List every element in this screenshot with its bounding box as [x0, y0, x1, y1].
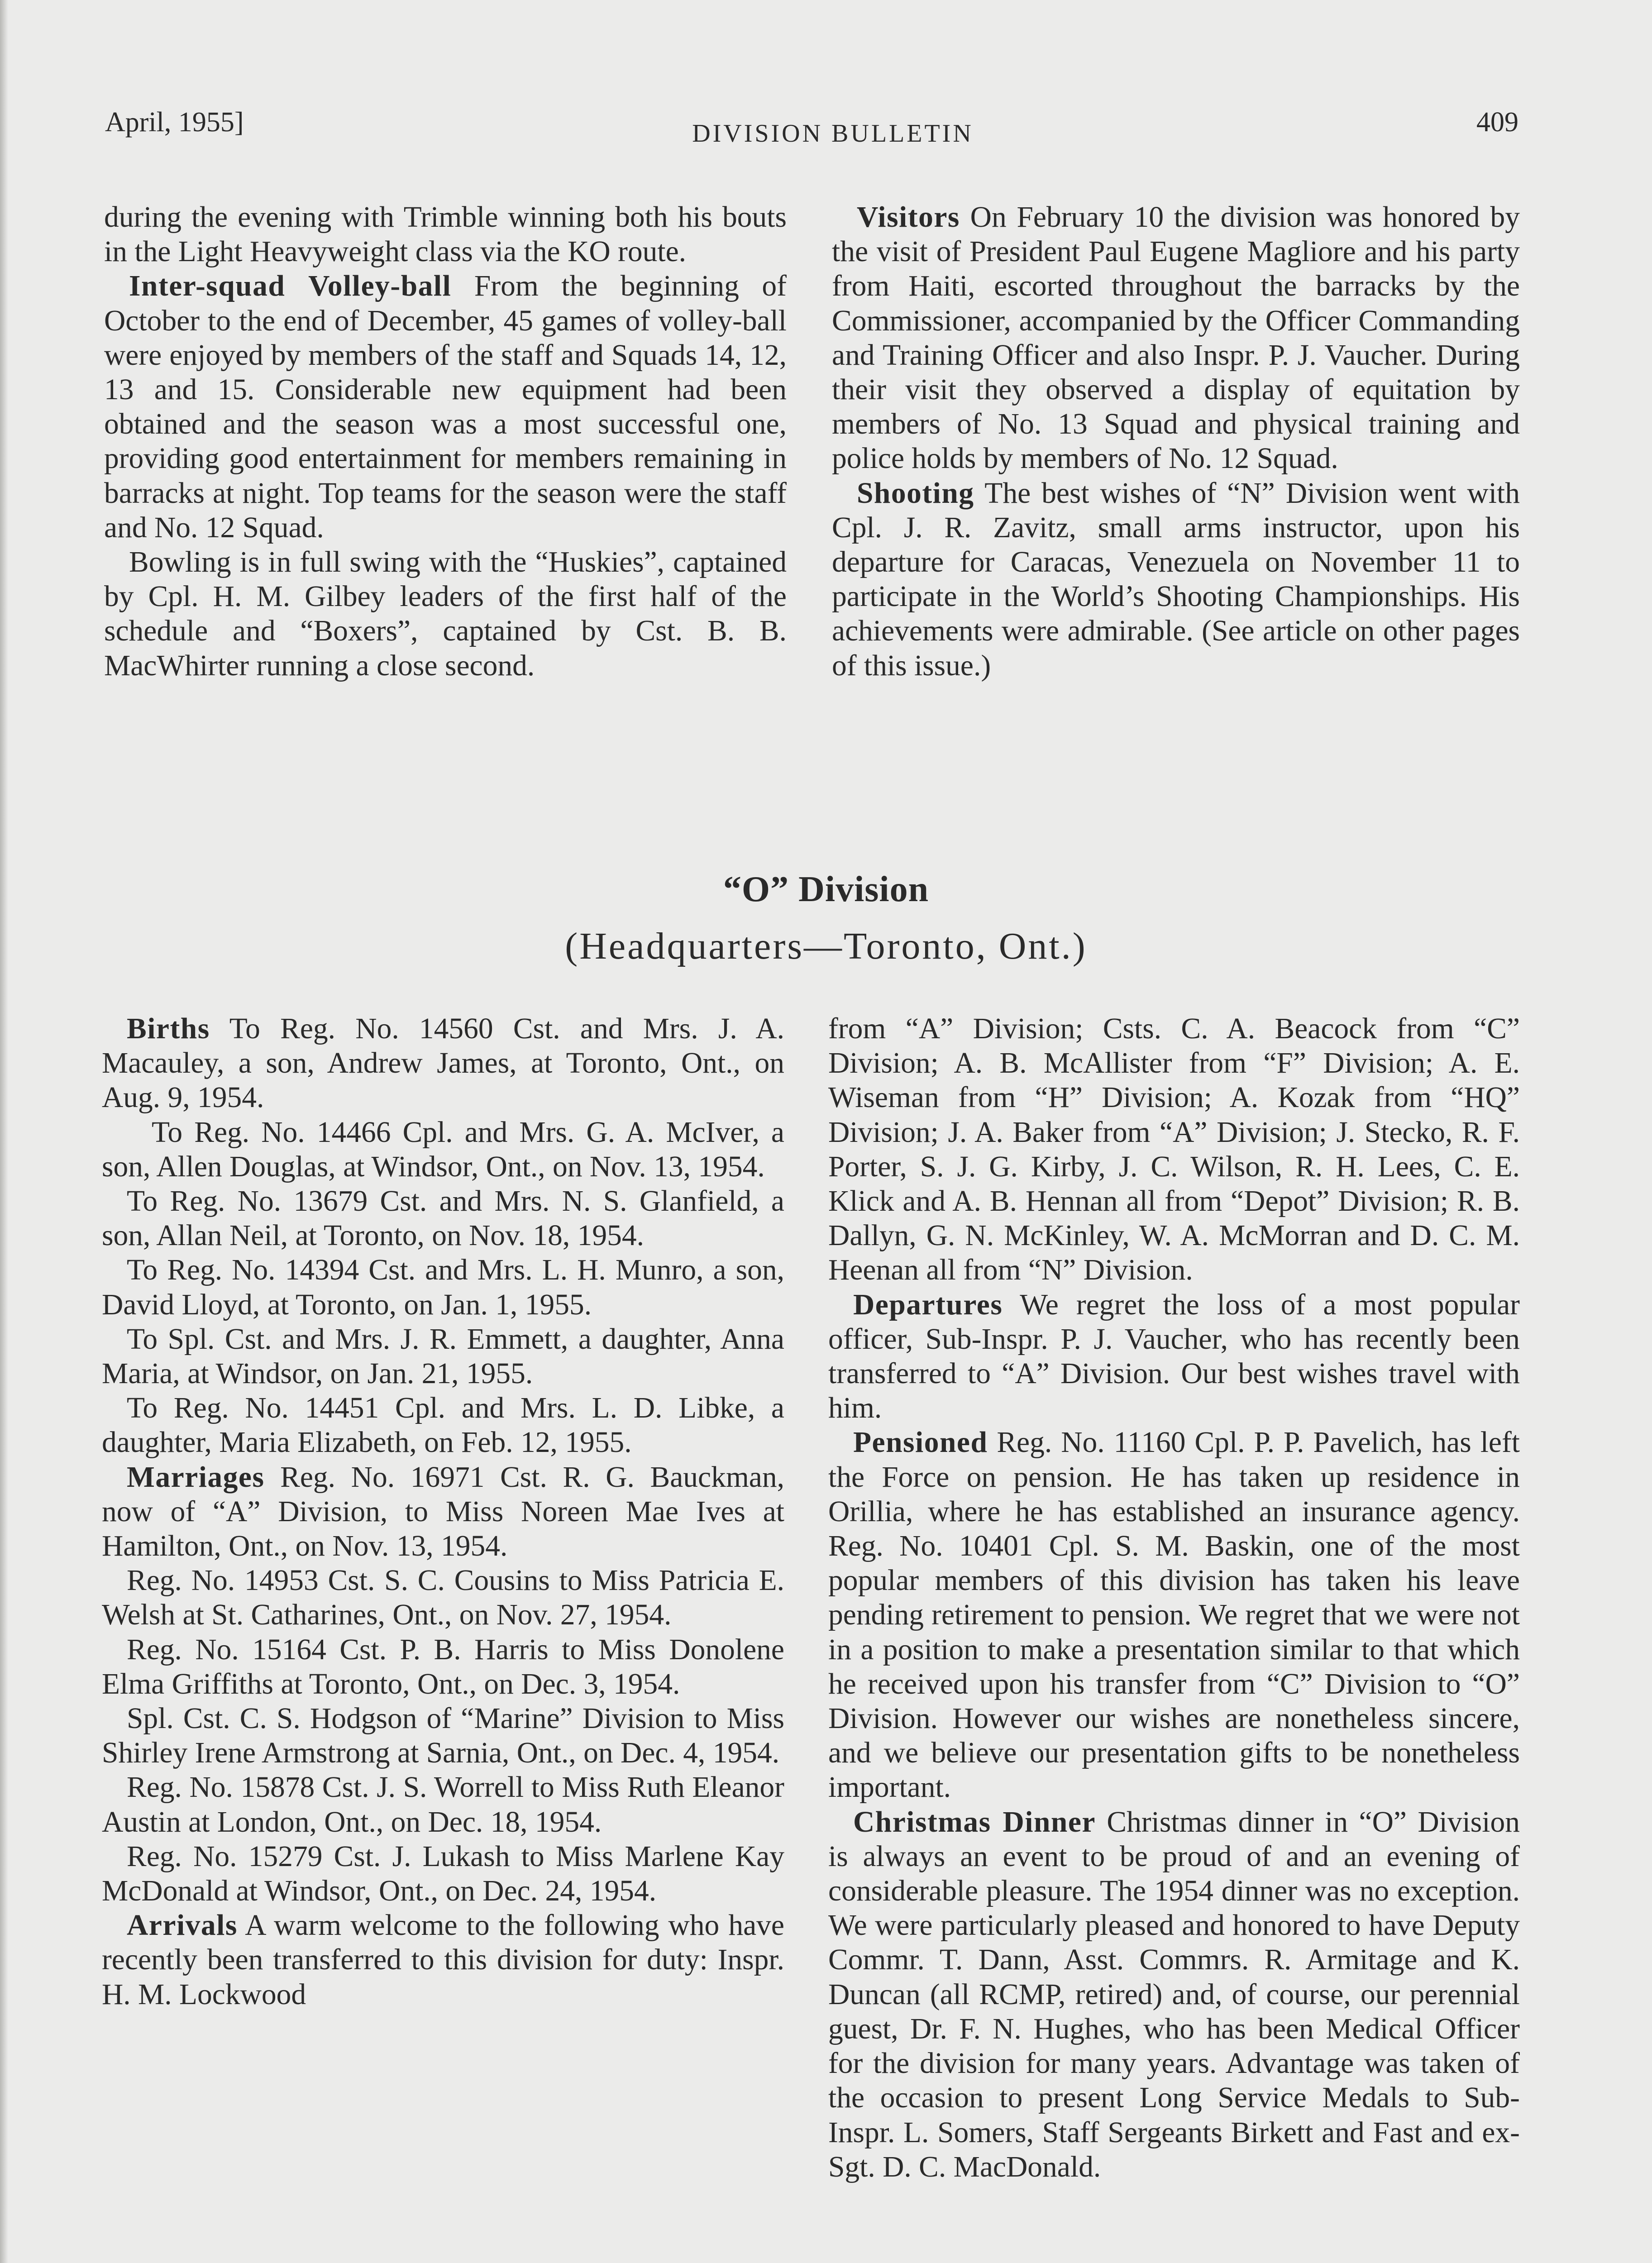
- paragraph-text: from “A” Division; Csts. C. A. Beacock from “C” Division; A. B. McAllister from “F” Division; A. E. Wiseman from “H” Division; A. Kozak from “HQ” Division; J. A. Baker from “A” Division; J. Stecko, R. F. Porter, S. J. G. Kirby, J. C. Wilson, R. H. Lees, C. E. Klick and A. B. Hennan all from “Depot” Division; R. B. Dallyn, G. N. McKinley, W. A. McMorran and D. C. M. Heenan all from “N” Division.: [828, 1012, 1520, 1287]
- paragraph-heading: Marriages: [127, 1461, 265, 1494]
- paragraph: [102, 1391, 784, 1460]
- paragraph-heading: Arrivals: [127, 1909, 238, 1942]
- paragraph-text: Reg. No. 15164 Cst. P. B. Harris to Miss Donolene Elma Griffiths at Toronto, Ont., on Dec. 3, 1954.: [102, 1633, 784, 1700]
- paragraph-heading: Shooting: [857, 477, 974, 510]
- paragraph: [102, 1460, 784, 1564]
- paragraph: [104, 269, 787, 545]
- paragraph-text: The best wishes of “N” Division went with Cpl. J. R. Zavitz, small arms instructor, upon his departure for Caracas, Venezuela on November 11 to participate in the World’s Shooting Championships. His achievements were admirable. (See article on other pages of this issue.): [832, 477, 1520, 682]
- paragraph-text: Reg. No. 15279 Cst. J. Lukash to Miss Marlene Kay McDonald at Windsor, Ont., on Dec. 24, 1954.: [102, 1840, 784, 1908]
- paragraph: [102, 1253, 784, 1322]
- paragraph-heading: Pensioned: [853, 1426, 988, 1459]
- paragraph-text: A warm welcome to the following who have recently been transferred to this division for duty: Inspr. H. M. Lockwood: [102, 1909, 784, 2011]
- publication-title: DIVISION BULLETIN: [692, 119, 974, 148]
- paragraph: [828, 1288, 1520, 1426]
- paragraph: [102, 1701, 784, 1770]
- issue-date: April, 1955]: [105, 107, 244, 138]
- paragraph-text: Spl. Cst. C. S. Hodgson of “Marine” Division to Miss Shirley Irene Armstrong at Sarnia, Ont., on Dec. 4, 1954.: [102, 1702, 784, 1770]
- paragraph-text: To Reg. No. 14451 Cpl. and Mrs. L. D. Libke, a daughter, Maria Elizabeth, on Feb. 12, 1955.: [102, 1392, 784, 1459]
- top-right-column: [832, 200, 1520, 683]
- paragraph-text: To Reg. No. 14560 Cst. and Mrs. J. A. Macauley, a son, Andrew James, at Toronto, Ont., on Aug. 9, 1954.: [102, 1012, 784, 1114]
- paragraph: [832, 200, 1520, 476]
- page-header: [0, 106, 1652, 156]
- paragraph: [102, 1908, 784, 2012]
- paragraph: [828, 1425, 1520, 1805]
- page-edge-shadow: [0, 0, 8, 2263]
- paragraph-heading: Christmas Dinner: [853, 1805, 1096, 1838]
- paragraph: [102, 1770, 784, 1839]
- paragraph-heading: Visitors: [857, 201, 960, 234]
- paragraph: [102, 1563, 784, 1632]
- bottom-right-column: [828, 1012, 1520, 2184]
- paragraph-text: To Reg. No. 13679 Cst. and Mrs. N. S. Glanfield, a son, Allan Neil, at Toronto, on Nov. 18, 1954.: [102, 1185, 784, 1252]
- paragraph: [102, 1115, 784, 1184]
- paragraph: [104, 545, 787, 683]
- section-subtitle: (Headquarters—Toronto, Ont.): [565, 925, 1087, 967]
- paragraph-heading: Departures: [853, 1288, 1003, 1321]
- bottom-left-column: [102, 1012, 784, 2012]
- paragraph-text: Christmas dinner in “O” Division is always an event to be proud of and an evening of considerable pleasure. The 1954 dinner was no exception. We were particularly pleased and honored to have Deputy Commr. T. Dann, Asst. Commrs. R. Armitage and K. Duncan (all RCMP, retired) and, of course, our perennial guest, Dr. F. N. Hughes, who has been Medical Officer for the division for many years. Advantage was taken of the occasion to present Long Service Medals to Sub-Inspr. L. Somers, Staff Sergeants Birkett and Fast and ex-Sgt. D. C. MacDonald.: [828, 1805, 1520, 2183]
- paragraph-text: Bowling is in full swing with the “Huskies”, captained by Cpl. H. M. Gilbey leaders of the first half of the schedule and “Boxers”, captained by Cst. B. B. MacWhirter running a close second.: [104, 546, 787, 682]
- paragraph-heading: Inter-squad Volley-ball: [129, 270, 452, 303]
- paragraph-text: Reg. No. 11160 Cpl. P. P. Pavelich, has left the Force on pension. He has taken up residence in Orillia, where he has established an insurance agency. Reg. No. 10401 Cpl. S. M. Baskin, one of the most popular members of this division has taken his leave pending retirement to pension. We regret that we were not in a position to make a presentation similar to that which he received upon his transfer from “C” Division to “O” Division. However our wishes are nonetheless sincere, and we believe our presentation gifts to be nonetheless important.: [828, 1426, 1520, 1804]
- paragraph-text: To Reg. No. 14394 Cst. and Mrs. L. H. Munro, a son, David Lloyd, at Toronto, on Jan. 1, 1955.: [102, 1254, 784, 1321]
- page-number: 409: [1476, 107, 1518, 138]
- paragraph-text: To Spl. Cst. and Mrs. J. R. Emmett, a daughter, Anna Maria, at Windsor, on Jan. 21, 1955.: [102, 1322, 784, 1390]
- paragraph: [102, 1633, 784, 1701]
- paragraph-text: Reg. No. 14953 Cst. S. C. Cousins to Miss Patricia E. Welsh at St. Catharines, Ont., on Nov. 27, 1954.: [102, 1564, 784, 1632]
- paragraph: [104, 200, 787, 269]
- paragraph-text: We regret the loss of a most popular officer, Sub-Inspr. P. J. Vaucher, who has recently been transferred to “A” Division. Our best wishes travel with him.: [828, 1288, 1520, 1425]
- paragraph-text: From the beginning of October to the end of December, 45 games of volley-ball were enjoyed by members of the staff and Squads 14, 12, 13 and 15. Considerable new equipment had been obtained and the season was a most successful one, providing good entertainment for members remaining in barracks at night. Top teams for the season were the staff and No. 12 Squad.: [104, 270, 787, 544]
- paragraph: [102, 1839, 784, 1908]
- paragraph-text: Reg. No. 15878 Cst. J. S. Worrell to Miss Ruth Eleanor Austin at London, Ont., on Dec. 18, 1954.: [102, 1771, 784, 1838]
- paragraph-heading: Births: [127, 1012, 210, 1045]
- paragraph-text: Reg. No. 16971 Cst. R. G. Bauckman, now of “A” Division, to Miss Noreen Mae Ives at Hamilton, Ont., on Nov. 13, 1954.: [102, 1461, 784, 1563]
- paragraph: [102, 1012, 784, 1115]
- paragraph: [828, 1805, 1520, 2184]
- section-title: “O” Division: [723, 869, 929, 909]
- paragraph: [828, 1012, 1520, 1288]
- paragraph: [832, 476, 1520, 683]
- top-left-column: [104, 200, 787, 683]
- paragraph-text: during the evening with Trimble winning both his bouts in the Light Heavyweight class via the KO route.: [104, 201, 787, 268]
- paragraph-text: To Reg. No. 14466 Cpl. and Mrs. G. A. McIver, a son, Allen Douglas, at Windsor, Ont., on Nov. 13, 1954.: [102, 1116, 784, 1183]
- paragraph: [102, 1184, 784, 1253]
- paragraph: [102, 1322, 784, 1391]
- paragraph-text: On February 10 the division was honored by the visit of President Paul Eugene Magliore and his party from Haiti, escorted throughout the barracks by the Commissioner, accompanied by the Officer Commanding and Training Officer and also Inspr. P. J. Vaucher. During their visit they observed a display of equitation by members of No. 13 Squad and physical training and police holds by members of No. 12 Squad.: [832, 201, 1520, 475]
